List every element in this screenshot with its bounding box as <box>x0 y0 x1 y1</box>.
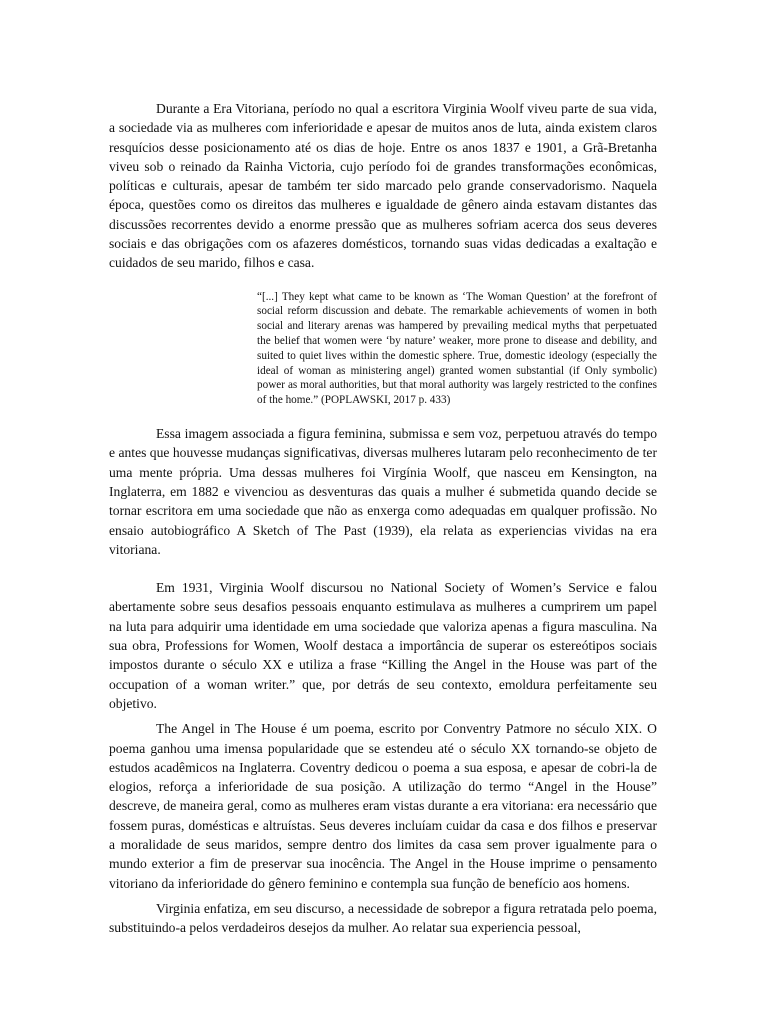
paragraph-victorian-era: Durante a Era Vitoriana, período no qual a escritora Virginia Woolf viveu parte de sua vida, a sociedade via as mulheres com inferioridade e apesar de muitos anos de luta, ainda existem claros resquícios desse posicionamento até os dias de hoje. Entre os anos 1837 e 1901, a Grã-Bretanha viveu sob o reinado da Rainha Victoria, cujo período foi de grandes transformações econômicas, políticas e culturais, apesar de também ter sido marcado pelo grande conservadorismo. Naquela época, questões como os direitos das mulheres e igualdade de gênero ainda estavam distantes das discussões recorrentes devido a enorme pressão que as mulheres sofriam acerca dos seus deveres sociais e das obrigações com os afazeres domésticos, tornando suas vidas dedicadas a exaltação e cuidados de seu marido, filhos e casa. <box>109 101 657 271</box>
paragraph-virginia-woolf-biography: Essa imagem associada a figura feminina, submissa e sem voz, perpetuou através do tempo e antes que houvesse mudanças significativas, diversas mulheres lutaram pelo reconhecimento de ter uma mente própria. Uma dessas mulheres foi Virgínia Woolf, que nasceu em Kensington, na Inglaterra, em 1882 e vivenciou as desventuras das quais a mulher é submetida quando decide se tornar escritora em uma sociedade que não as enxerga como adequadas em qualquer profissão. No ensaio autobiográfico A Sketch of The Past (1939), ela relata as experiencias vividas na era vitoriana. <box>109 426 657 557</box>
document-page <box>109 99 657 937</box>
block-quote-poplawski: “[...] They kept what came to be known as ‘The Woman Question’ at the forefront of social reform discussion and debate. The remarkable achievements of women in both social and literary arenas was hampered by prevailing medical myths that perpetuated the belief that women were ‘by nature’ weaker, more prone to disease and debility, and suited to quiet lives within the domestic sphere. True, domestic ideology (especially the ideal of woman as ministering angel) granted women substantial (if Only symbolic) power as moral authorities, but that moral authority was largely restricted to the confines of the home.” (POPLAWSKI, 2017 p. 433) <box>257 290 657 407</box>
paragraph-virginia-speech: Virginia enfatiza, em seu discurso, a necessidade de sobrepor a figura retratada pelo poema, substituindo-a pelos verdadeiros desejos da mulher. Ao relatar sua experiencia pessoal, <box>109 900 657 936</box>
paragraph-angel-in-the-house: The Angel in The House é um poema, escrito por Conventry Patmore no século XIX. O poema ganhou uma imensa popularidade que se estendeu até o século XX tornando-se objeto de estudos acadêmicos na Inglaterra. Coventry dedicou o poema a sua esposa, e apesar de cobri-la de elogios, reforça a inferioridade de sua posição. A utilização do termo “Angel in the House” descreve, de maneira geral, como as mulheres eram vistas durante a era vitoriana: era necessário que fossem puras, domésticas e altruístas. Seus deveres incluíam cuidar da casa e dos filhos e preservar a moralidade de seus maridos, sempre dentro dos limites da casa sem prover igualmente para o mundo exterior a fim de preservar sua inocência. The Angel in the House imprime o pensamento vitoriano da inferioridade do gênero feminino e contempla sua função de benefício aos homens. <box>109 721 657 891</box>
paragraph-professions-for-women: Em 1931, Virginia Woolf discursou no National Society of Women’s Service e falou abertamente sobre seus desafios pessoais enquanto estimulava as mulheres a cumprirem um papel na luta para adquirir uma identidade em uma sociedade que valoriza apenas a figura masculina. Na sua obra, Professions for Women, Woolf destaca a importância de superar os estereótipos sociais impostos durante o século XX e utiliza a frase “Killing the Angel in the House was part of the occupation of a woman writer.” que, por detrás de seu contexto, emoldura perfeitamente seu objetivo. <box>109 580 657 711</box>
